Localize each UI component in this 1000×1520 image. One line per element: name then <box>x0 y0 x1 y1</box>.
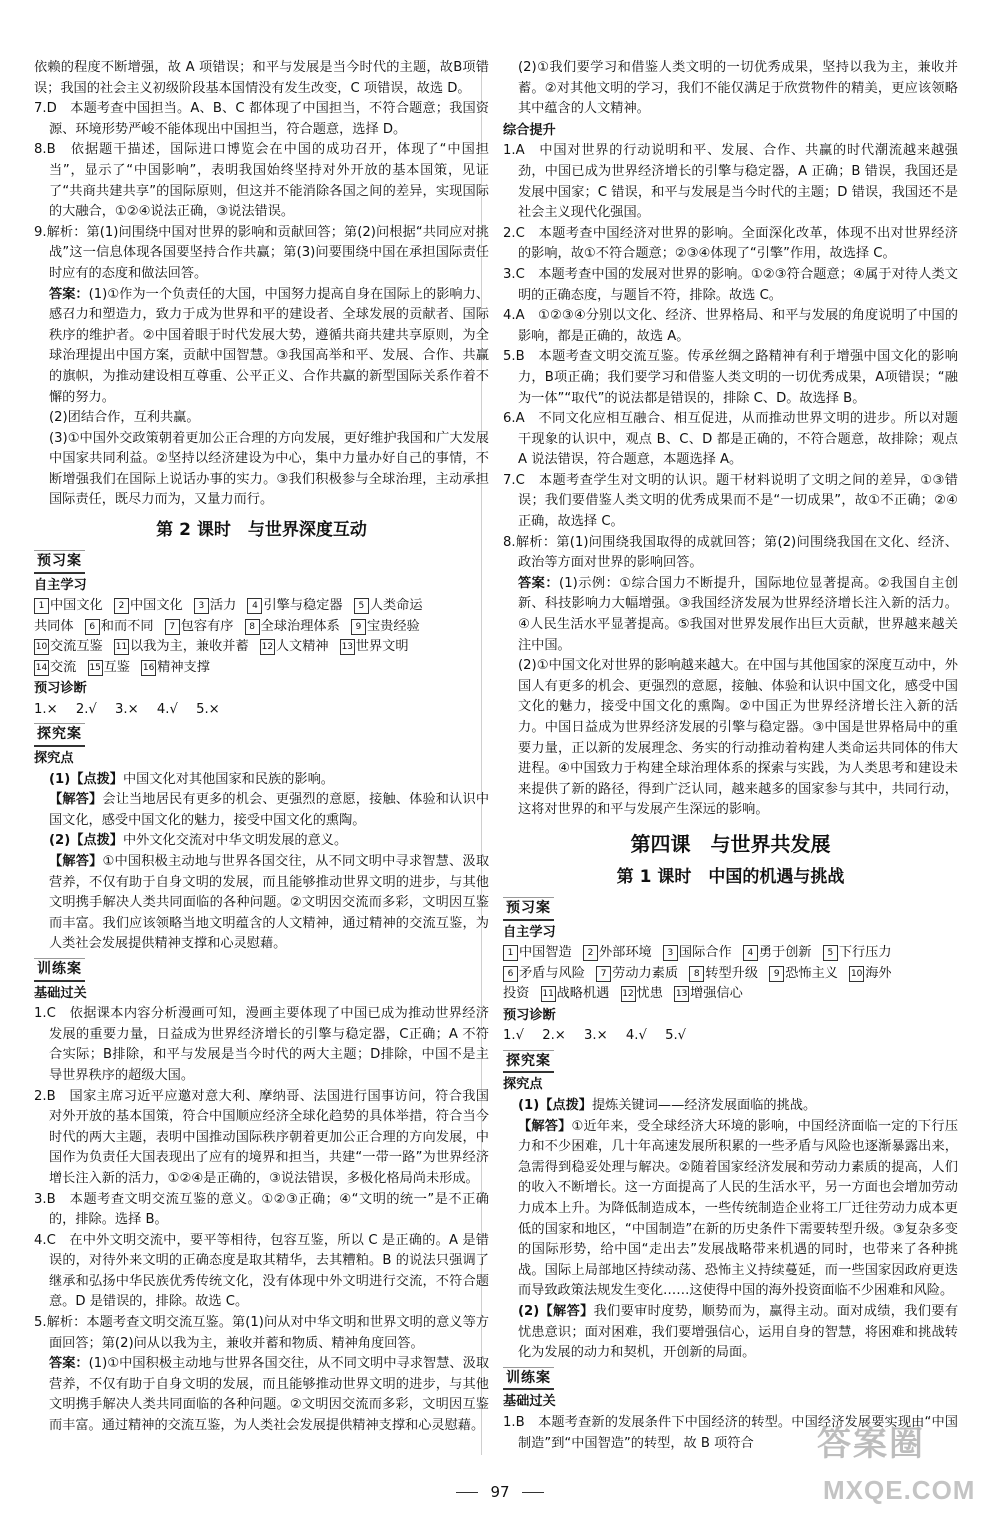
blank-item <box>354 598 423 613</box>
blank-number: 3 <box>663 945 678 961</box>
blank-item <box>114 639 249 654</box>
answer-text: (1)①中国积极主动地与世界各国交往，从不同文明中寻求智慧、汲取营养，不仅有助于自身文明的发展，而且能够推动世界文明的进步，与其他文明携手解决人类共同面临的各种问题。②文明因交流而多彩，文明因互鉴而丰富。通过精神的交流互鉴，为人类社会发展提供精神支撑和心灵慰藉。 <box>49 1356 490 1434</box>
comprehensive-answer-6: 6.A 不同文化应相互融合、相互促进，从而推动世界文明的进步。所以对题干现象的认识中，观点 B、C、D 都是正确的，不符合题意，故排除；观点 A 说法错误，符合题意，本题选择 A。 <box>503 411 958 468</box>
blank-number: 6 <box>503 966 518 982</box>
blank-text: 包容有序 <box>180 618 234 634</box>
blank-number: 2 <box>114 598 129 614</box>
blank-text: 活力 <box>209 598 237 614</box>
answer-text: ①近年来，受全球经济大环境的影响，中国经济面临一定的下行压力和不少困难，几十年高速发展所积累的一些矛盾与风险也逐渐暴露出来，急需得到稳妥处理与解决。②随着国家经济发展和劳动力素质的提高，人们的收入不断增长。这一方面提高了人民的生活水平，另一方面也会增加劳动力成本上升。为降低制造成本，一些传统制造企业将工厂迁往劳动力成本更低的国家和地区，“中国制造”在新的历史条件下需要转型升级。③复杂多变的国际形势，给中国“走出去”发展战略带来机遇的同时，也带来了各种挑战。国际上局部地区持续动荡、恐怖主义持续蔓延，而一些国家因政府更迭而导致政策法规发生变化……这使得中国的海外投资面临不少困难和风险。 <box>518 1118 959 1299</box>
answer-9-answer <box>34 285 489 409</box>
basic-practice-label: 基础过关 <box>34 985 87 1001</box>
blank-item <box>141 660 210 675</box>
diagnosis-answer: 4.√ <box>625 1028 647 1044</box>
blank-text: 交流互鉴 <box>50 639 103 655</box>
blank-number: 6 <box>85 619 100 635</box>
answer-text: (1)示例：①综合国力不断提升，国际地位显著提高。②我国自主创新、科技影响力大幅增强。③我国经济发展为世界经济增长注入新的活力。④人民生活水平显著提高。⑤我国对世界发展作出巨大贡献，世界越来越关注中国。 <box>518 575 959 653</box>
answer-label: 答案： <box>518 575 560 591</box>
answer-7: 7.D 本题考查中国担当。A、B、C 都体现了中国担当，不符合题意；我国资源、环境形势严峻不能体现出中国担当，符合题意，选择 D。 <box>34 101 489 137</box>
blank-text: 和而不同 <box>100 618 154 634</box>
answer-tag: 【解答】 <box>49 792 103 808</box>
comprehensive-answer-5: 5.B 本题考查文明交流互鉴。传承丝绸之路精神有利于增强中国文化的影响力，B项正确；我们要学习和借鉴人类文明的一切优秀成果，A项错误；“融为一体”“取代”的说法都是错误的，排除 C、D。故选择 B。 <box>503 349 958 406</box>
explore-hint-2 <box>34 831 489 852</box>
watermark-en: MXQE.COM <box>823 1475 976 1505</box>
blank-text: 中国文化 <box>50 598 103 614</box>
blank-number: 1 <box>503 945 518 961</box>
blank-text: 人类命运 <box>369 598 423 614</box>
blank-item <box>351 619 420 634</box>
hint-text: 提炼关键词——经济发展面临的挑战。 <box>591 1098 817 1114</box>
unit-4-title: 第四课 与世界共发展 <box>630 831 831 856</box>
answer-8: 8.B 依据题干描述，国际进口博览会在中国的成功召开，体现了“中国担当”，显示了“中国影响”，表明我国始终坚持对外开放的基本国策，见证了“共商共建共享”的国际原则，但这并不能消除各国之间的差异，实现国际的大融合，①②④说法正确，③说法错误。 <box>34 142 489 220</box>
blank-item <box>596 966 678 981</box>
blank-item <box>621 986 663 1001</box>
blank-item <box>165 619 234 634</box>
blank-item <box>769 966 838 981</box>
blank-item <box>674 986 743 1001</box>
blank-text: 宝贵经验 <box>367 618 420 634</box>
footer-dash <box>522 1492 544 1493</box>
diagnosis-answer: 3.× <box>115 701 139 717</box>
blank-item <box>34 639 103 654</box>
self-study-answers <box>34 596 489 678</box>
blank-number: 11 <box>541 986 556 1002</box>
preview-diagnosis-label: 预习诊断 <box>503 1007 556 1023</box>
blank-number: 2 <box>583 945 598 961</box>
blank-number: 14 <box>34 660 49 676</box>
diagnosis-answer: 5.× <box>196 701 220 717</box>
comprehensive-answer-8-part2: (2)①中国文化对世界的影响越来越大。在中国与其他国家的深度互动中，外国人有更多的机会、更强烈的意愿，接触、体验和认识中国文化，感受中国文化的魅力，接受中国文化的熏陶。②中国正为世界经济增长注入新的活力。中国日益成为世界经济发展的引擎与稳定器。③中国是世界格局中的重要力量，正以新的发展理念、务实的行动推动着构建人类命运共同体的伟大进程。④中国致力于构建全球治理体系的探索与实践，为人类思考和建设未来提供了新的路径，得到广泛认同，越来越多的国家参与其中，共同行动，这将对世界的和平与发展产生深远的影响。 <box>518 658 958 818</box>
blank-text: 世界文明 <box>355 639 409 655</box>
answer-text: ①中国积极主动地与世界各国交往，从不同文明中寻求智慧、汲取营养，不仅有助于自身文明的发展，而且能够推动世界文明的进步，与其他文明携手解决人类共同面临的各种问题。②文明因交流而多彩，文明因互鉴而丰富。我们应该领略当地文明蕴含的人文精神，通过精神的交流互鉴，为人类社会发展提供精神支撑和心灵慰藉。 <box>49 854 490 952</box>
answer-text: (1)①作为一个负责任的大国，中国努力提高自身在国际上的影响力、感召力和塑造力，致力于成为世界和平的建设者、全球发展的贡献者、国际秩序的维护者。②中国着眼于时代发展大势，遵循共商共建共享原则，为全球治理提出中国方案，贡献中国智慧。③我国高举和平、发展、合作、共赢的旗帜，为推动建设相互尊重、公平正义、合作共赢的新型国际关系作着不懈的努力。 <box>49 286 490 405</box>
blank-text: 战略机遇 <box>556 986 610 1002</box>
training-answer-4: 4.C 在中外文明交流中，要平等相待，包容互鉴，所以 C 是正确的。A 是错误的，对待外来文明的正确态度是取其精华，去其糟粕。B 的说法只强调了继承和弘扬中华民族优秀传统文化，没有体现中外文明进行交流，不符合题意。D 是错误的，排除。故选 C。 <box>34 1232 489 1310</box>
blank-number: 3 <box>194 598 209 614</box>
blank-item <box>541 986 610 1001</box>
preview-diagnosis-answers <box>34 700 489 721</box>
blank-item <box>194 598 236 613</box>
blank-number: 7 <box>165 619 180 635</box>
blank-number: 9 <box>351 619 366 635</box>
right-column <box>503 58 959 1464</box>
preview-section-label: 预习案 <box>503 897 554 921</box>
preview-section-label: 预习案 <box>34 550 85 574</box>
blank-item <box>34 660 76 675</box>
diagnosis-answer: 1.× <box>34 701 58 717</box>
diagnosis-answer: 5.√ <box>665 1028 687 1044</box>
blank-text: 下行压力 <box>838 945 892 961</box>
explore-point-label: 探究点 <box>34 751 74 767</box>
lesson-1-title: 第 1 课时 中国的机遇与挑战 <box>616 866 845 887</box>
blank-number: 5 <box>823 945 838 961</box>
blank-text: 劳动力素质 <box>612 965 679 981</box>
blank-item <box>689 966 758 981</box>
answer-tag: (2)【解答】 <box>518 1303 594 1319</box>
preview-diagnosis-answers <box>503 1026 958 1047</box>
blank-text: 勇于创新 <box>758 945 812 961</box>
comprehensive-answer-3: 3.C 本题考查中国的发展对世界的影响。①②③符合题意；④属于对待人类文明的正确态度，与题旨不符，排除。故选 C。 <box>503 266 958 303</box>
blank-number: 10 <box>849 966 864 982</box>
watermark-logo <box>807 1424 982 1514</box>
explore-answer-2 <box>34 852 489 955</box>
comprehensive-answer-8-analysis: 8.解析：第(1)问围绕我国取得的成就回答；第(2)问围绕我国在文化、经济、政治等方面对世界的影响回答。 <box>503 534 958 571</box>
blank-number: 8 <box>245 619 260 635</box>
blank-text: 以我为主，兼收并蓄 <box>129 639 249 655</box>
blank-text: 海外 <box>865 965 892 981</box>
blank-item <box>849 966 891 981</box>
blank-text: 忧患 <box>636 986 663 1002</box>
answer-label: 答案： <box>49 1356 89 1372</box>
blank-number: 8 <box>689 966 704 982</box>
blank-item <box>503 986 529 1001</box>
training-answer-5-analysis: 5.解析：本题考查文明交流互鉴。第(1)问从对中华文明和世界文明的意义等方面回答；第(2)问从以我为主，兼收并蓄和物质、精神角度回答。 <box>34 1315 489 1351</box>
blank-item <box>247 598 342 613</box>
answer-9-analysis: 9.解析：第(1)问围绕中国对世界的影响和贡献回答；第(2)问根据“共同应对挑战”这一信息体现各国要坚持合作共赢；第(3)问要围绕中国在承担国际责任时应有的态度和做法回答。 <box>34 224 489 281</box>
training-answer-3: 3.B 本题考查文明交流互鉴的意义。①②③正确；④“文明的统一”是不正确的，排除。选择 B。 <box>34 1191 489 1228</box>
explore-answer-1 <box>503 1117 958 1302</box>
hint-tag: (1)【点拨】 <box>49 771 123 787</box>
blank-text: 恐怖主义 <box>785 965 838 981</box>
blank-number: 16 <box>141 660 156 676</box>
blank-item <box>88 660 130 675</box>
training-section-label: 训练案 <box>34 958 85 982</box>
page-number: 97 <box>490 1483 510 1501</box>
training-answer-5 <box>34 1354 489 1436</box>
lesson-2-title: 第 2 课时 与世界深度互动 <box>156 520 367 541</box>
hint-tag: (2)【点拨】 <box>49 833 123 849</box>
watermark-cn: 答案圈 <box>817 1424 925 1464</box>
blank-number: 4 <box>247 598 262 614</box>
answer-9-part2: (2)团结合作，互利共赢。 <box>49 410 200 426</box>
blank-number: 12 <box>621 986 636 1002</box>
comprehensive-answer-7: 7.C 本题考查学生对文明的认识。题干材料说明了文明之间的差异，①③错误；我们要借鉴人类文明的优秀成果而不是“一切成果”，故①不正确；②④正确，故选择 C。 <box>503 472 958 530</box>
answer-text: 我们要审时度势，顺势而为，赢得主动。面对成绩，我们要有忧患意识；面对困难，我们要增强信心，运用自身的智慧，将困难和挑战转化为发展的动力和契机，开创新的局面。 <box>518 1303 959 1361</box>
comprehensive-answer-4: 4.A ①②③④分别以文化、经济、世界格局、和平与发展的角度说明了中国的影响，都是正确的，故选 A。 <box>503 308 958 344</box>
blank-item <box>85 619 154 634</box>
diagnosis-answer: 2.√ <box>75 701 97 717</box>
comprehensive-label: 综合提升 <box>503 122 556 138</box>
answer-6-continued: 依赖的程度不断增强，故 A 项错误；和平与发展是当今时代的主题，故B项错误；我国的社会主义初级阶段基本国情没有发生改变，C 项错误，故选 D。 <box>34 60 489 96</box>
blank-item <box>663 945 732 960</box>
hint-text: 中国文化对其他国家和民族的影响。 <box>122 771 334 787</box>
blank-item <box>583 945 652 960</box>
left-column <box>34 58 489 1437</box>
footer-dash <box>456 1492 478 1493</box>
blank-number: 11 <box>114 639 129 655</box>
answer-9-part3: (3)①中国外交政策朝着更加公正合理的方向发展，更好维护我国和广大发展中国家共同利益。②坚持以经济建设为中心，集中力量办好自己的事情，不断增强我们在国际上说话办事的实力。③我们积极参与全球治理，主动承担国际责任，既尽力而为，又量力而行。 <box>49 430 489 508</box>
explore-point-label: 探究点 <box>503 1077 543 1093</box>
blank-number: 10 <box>34 639 49 655</box>
self-study-label: 自主学习 <box>503 924 556 940</box>
self-study-label: 自主学习 <box>34 577 87 593</box>
answer-text: 会让当地居民有更多的机会、更强烈的意愿，接触、体验和认识中国文化，感受中国文化的魅力，接受中国文化的熏陶。 <box>49 792 490 828</box>
training-answer-2: 2.B 国家主席习近平应邀对意大利、摩纳哥、法国进行国事访问，符合我国对外开放的基本国策，符合中国顺应经济全球化趋势的具体举措，符合当今时代的两大主题，表明中国推动国际秩序朝着更加公正合理的方向发展，中国作为负责任大国表现出了应有的境界和担当，共建“一带一路”为世界经济增长注入新的活力，①②④是正确的，③说法错误，多极化格局尚未形成。 <box>34 1088 489 1186</box>
blank-item <box>34 619 74 634</box>
blank-number: 7 <box>596 966 611 982</box>
explore-hint-1 <box>503 1096 958 1117</box>
blank-number: 12 <box>260 639 275 655</box>
training-answer-1: 1.B 本题考查新的发展条件下中国经济的转型。中国经济发展要实现由“中国制造”到“中国智造”的转型，故 B 项符合 <box>503 1414 958 1451</box>
blank-item <box>245 619 340 634</box>
hint-tag: (1)【点拨】 <box>518 1098 592 1114</box>
blank-text: 国际合作 <box>678 945 732 961</box>
blank-number: 13 <box>674 986 689 1002</box>
blank-number: 5 <box>354 598 369 614</box>
explore-section-label: 探究案 <box>503 1050 554 1074</box>
blank-text: 增强信心 <box>690 986 743 1002</box>
blank-text: 外部环境 <box>598 945 652 961</box>
basic-practice-label: 基础过关 <box>503 1394 556 1410</box>
preview-diagnosis-label: 预习诊断 <box>34 681 87 697</box>
blank-text: 中国文化 <box>129 598 183 614</box>
blank-item <box>340 639 409 654</box>
explore-hint-1 <box>34 770 489 791</box>
blank-number: 9 <box>769 966 784 982</box>
blank-text: 互鉴 <box>103 659 130 675</box>
blank-text: 投资 <box>503 986 530 1002</box>
training-answer-5-part2: (2)①我们要学习和借鉴人类文明的一切优秀成果，坚持以我为主，兼收并蓄。②对其他文明的学习，我们不能仅满足于欣赏物件的精美，更应该领略其中蕴含的人文精神。 <box>518 60 958 117</box>
blank-item <box>260 639 329 654</box>
blank-item <box>114 598 183 613</box>
blank-item <box>743 945 812 960</box>
blank-text: 精神支撑 <box>157 659 210 675</box>
blank-item <box>823 945 892 960</box>
blank-text: 转型升级 <box>705 965 759 981</box>
training-answer-1: 1.C 依据课本内容分析漫画可知，漫画主要体现了中国已成为推动世界经济发展的重要力量，日益成为世界经济增长的引擎与稳定器，C正确；A 不符合实际；B排除，和平与发展是当今时代的两大主题；D排除，中国不是主导世界秩序的超级大国。 <box>34 1006 489 1083</box>
self-study-answers <box>503 943 958 1005</box>
blank-text: 引擎与稳定器 <box>263 598 343 614</box>
comprehensive-answer-1: 1.A 中国对世界的行动说明和平、发展、合作、共赢的时代潮流越来越强劲，中国已成为世界经济增长的引擎与稳定器，A 正确；B 错误，我国还是发展中国家；C 错误，和平与发展是当今时代的主题；D 错误，我国还不是社会主义现代化强国。 <box>503 143 958 221</box>
answer-tag: 【解答】 <box>518 1118 572 1134</box>
hint-text: 中外文化交流对中华文明发展的意义。 <box>122 833 348 849</box>
blank-item <box>503 945 572 960</box>
blank-number: 13 <box>340 639 355 655</box>
blank-text: 全球治理体系 <box>260 618 340 634</box>
blank-item <box>503 966 585 981</box>
blank-text: 矛盾与风险 <box>519 965 585 981</box>
diagnosis-answer: 3.× <box>584 1028 608 1044</box>
blank-number: 15 <box>88 660 103 676</box>
blank-item <box>34 598 103 613</box>
explore-answer-1 <box>34 790 489 831</box>
comprehensive-answer-2: 2.C 本题考查中国经济对世界的影响。全面深化改革，体现不出对世界经济的影响，故①不符合题意；②③④体现了“引擎”作用，故选择 C。 <box>503 225 958 262</box>
blank-text: 交流 <box>50 659 77 675</box>
training-section-label: 训练案 <box>503 1367 554 1391</box>
diagnosis-answer: 4.√ <box>156 701 178 717</box>
blank-number: 1 <box>34 598 49 614</box>
diagnosis-answer: 2.× <box>542 1028 566 1044</box>
comprehensive-answer-8 <box>503 574 958 656</box>
blank-text: 中国智造 <box>519 945 572 961</box>
answer-tag: 【解答】 <box>49 854 103 869</box>
explore-section-label: 探究案 <box>34 723 85 747</box>
diagnosis-answer: 1.√ <box>503 1028 524 1044</box>
blank-text: 共同体 <box>34 618 74 634</box>
blank-text: 人文精神 <box>275 639 329 655</box>
blank-number: 4 <box>743 945 758 961</box>
explore-answer-2 <box>503 1302 958 1364</box>
answer-label: 答案： <box>49 286 89 302</box>
